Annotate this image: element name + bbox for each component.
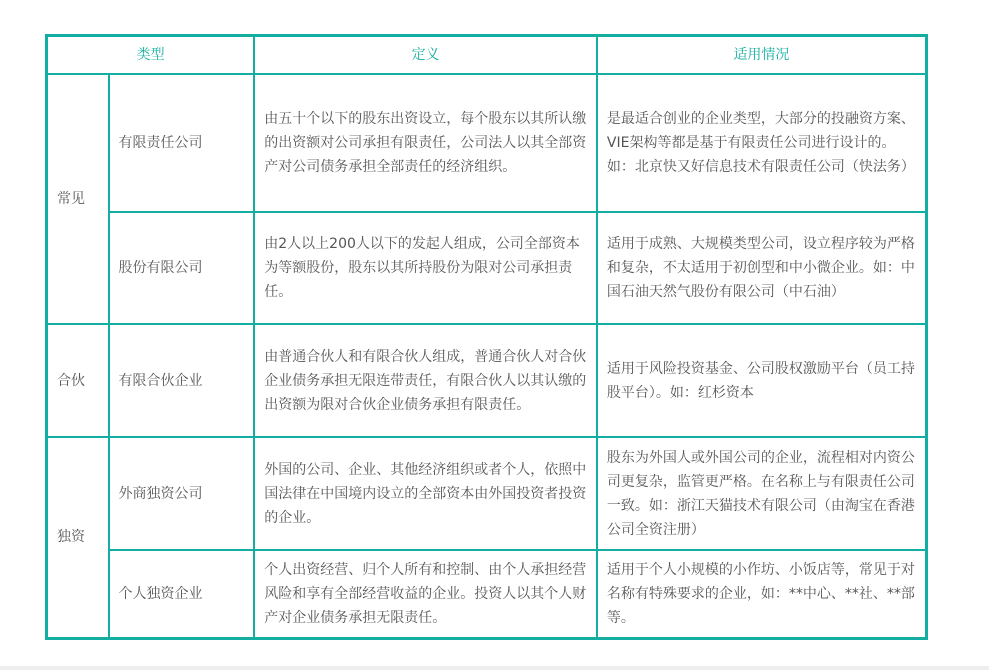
type-name-cell: 有限责任公司 bbox=[109, 74, 255, 212]
category-cell: 常见 bbox=[47, 74, 109, 324]
business-types-table bbox=[45, 34, 928, 640]
usage-cell bbox=[597, 74, 927, 212]
header-type: 类型 bbox=[47, 36, 255, 75]
usage-cell: 适用于风险投资基金、公司股权激励平台（员工持股平台）。如：红杉资本 bbox=[597, 324, 927, 437]
usage-cell: 适用于成熟、大规模类型公司，设立程序较为严格和复杂，不太适用于初创型和中小微企业。如：中国石油天然气股份有限公司（中石油） bbox=[597, 212, 927, 324]
definition-cell: 外国的公司、企业、其他经济组织或者个人，依照中国法律在中国境内设立的全部资本由外国投资者投资的企业。 bbox=[254, 437, 597, 550]
usage-text: 是最适合创业的企业类型，大部分的投融资方案、VIE架构等都是基于有限责任公司进行设计的。 bbox=[606, 111, 915, 151]
type-name-cell: 个人独资企业 bbox=[109, 550, 255, 638]
table-row bbox=[47, 324, 927, 437]
table-header-row bbox=[47, 36, 927, 75]
category-cell: 合伙 bbox=[47, 324, 109, 437]
usage-example: 如：北京快又好信息技术有限责任公司（快法务） bbox=[606, 159, 915, 175]
table-row bbox=[47, 550, 927, 638]
type-name-cell: 外商独资公司 bbox=[109, 437, 255, 550]
definition-cell: 个人出资经营、归个人所有和控制、由个人承担经营风险和享有全部经营收益的企业。投资人以其个人财产对企业债务承担无限责任。 bbox=[254, 550, 597, 638]
definition-cell: 由2人以上200人以下的发起人组成，公司全部资本为等额股份，股东以其所持股份为限对公司承担责任。 bbox=[254, 212, 597, 324]
category-cell: 独资 bbox=[47, 437, 109, 638]
table-row bbox=[47, 212, 927, 324]
header-usage: 适用情况 bbox=[597, 36, 927, 75]
type-name-cell: 有限合伙企业 bbox=[109, 324, 255, 437]
table-row bbox=[47, 437, 927, 550]
usage-cell: 股东为外国人或外国公司的企业，流程相对内资公司更复杂，监管更严格。在名称上与有限责任公司一致。如：浙江天猫技术有限公司（由淘宝在香港公司全资注册） bbox=[597, 437, 927, 550]
definition-cell: 由五十个以下的股东出资设立，每个股东以其所认缴的出资额对公司承担有限责任，公司法人以其全部资产对公司债务承担全部责任的经济组织。 bbox=[254, 74, 597, 212]
usage-cell: 适用于个人小规模的小作坊、小饭店等，常见于对名称有特殊要求的企业，如：**中心、**社、**部等。 bbox=[597, 550, 927, 638]
type-name-cell: 股份有限公司 bbox=[109, 212, 255, 324]
definition-cell: 由普通合伙人和有限合伙人组成，普通合伙人对合伙企业债务承担无限连带责任，有限合伙人以其认缴的出资额为限对合伙企业债务承担有限责任。 bbox=[254, 324, 597, 437]
page-bottom-divider bbox=[0, 666, 989, 670]
table-row bbox=[47, 74, 927, 212]
header-definition: 定义 bbox=[254, 36, 597, 75]
